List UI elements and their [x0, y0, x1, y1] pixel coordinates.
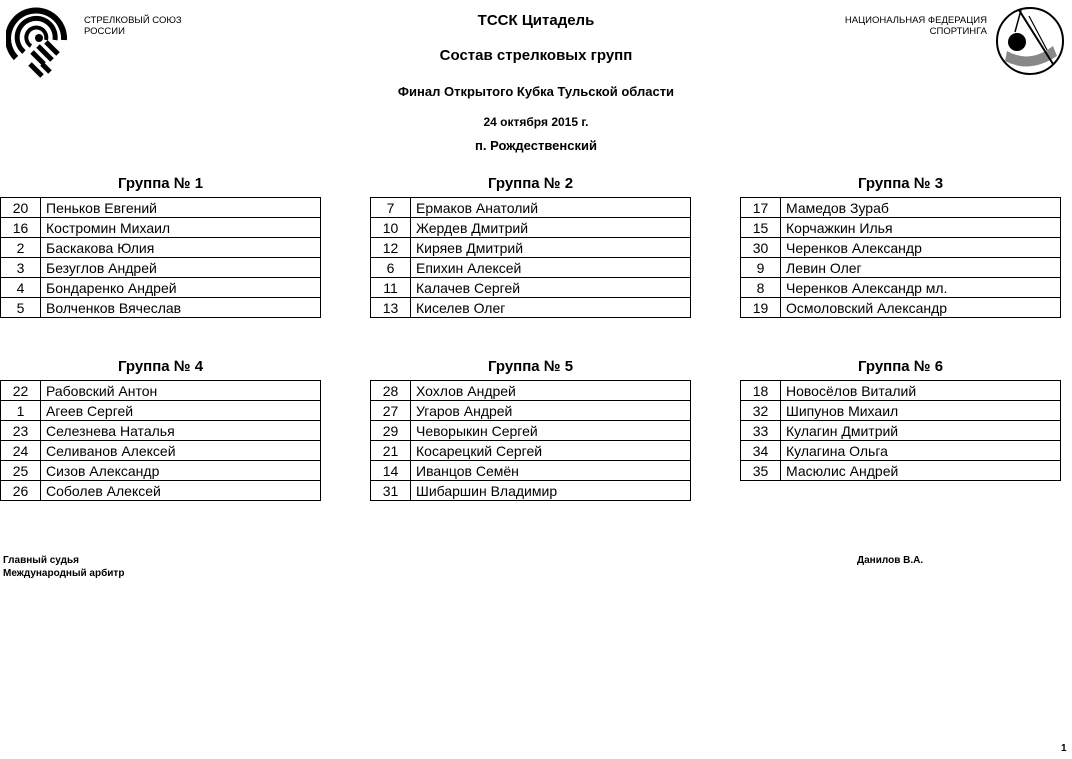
shooter-name: Косарецкий Сергей: [411, 441, 691, 461]
org-left-line-1: СТРЕЛКОВЫЙ СОЮЗ: [84, 15, 182, 26]
table-row: [1, 258, 321, 278]
shooter-number: 31: [371, 481, 411, 501]
shooter-number: 27: [371, 401, 411, 421]
shooter-number: 4: [1, 278, 41, 298]
shooter-name: Волченков Вячеслав: [41, 298, 321, 318]
shooter-number: 6: [371, 258, 411, 278]
shooter-name: Иванцов Семён: [411, 461, 691, 481]
table-row: [741, 218, 1061, 238]
shooter-name: Сизов Александр: [41, 461, 321, 481]
shooter-number: 30: [741, 238, 781, 258]
group-title: Группа № 5: [487, 358, 574, 375]
shooter-name: Черенков Александр: [781, 238, 1061, 258]
shooter-name: Кулагин Дмитрий: [781, 421, 1061, 441]
table-row: [1, 401, 321, 421]
table-row: [1, 198, 321, 218]
shooter-number: 11: [371, 278, 411, 298]
shooter-number: 32: [741, 401, 781, 421]
table-row: [371, 401, 691, 421]
shooter-number: 34: [741, 441, 781, 461]
shooter-number: 26: [1, 481, 41, 501]
judge-name: Данилов В.А.: [857, 555, 924, 566]
shooter-name: Шибаршин Владимир: [411, 481, 691, 501]
judge-info: [3, 554, 124, 580]
table-row: [741, 258, 1061, 278]
shooter-name: Чеворыкин Сергей: [411, 421, 691, 441]
shooter-number: 18: [741, 381, 781, 401]
shooter-name: Шипунов Михаил: [781, 401, 1061, 421]
table-row: [741, 421, 1061, 441]
shooter-number: 22: [1, 381, 41, 401]
shooter-name: Кулагина Ольга: [781, 441, 1061, 461]
table-row: [371, 258, 691, 278]
group-5: [370, 358, 691, 501]
shooter-number: 24: [1, 441, 41, 461]
judge-rank: Международный арбитр: [3, 568, 125, 579]
shooter-name: Ермаков Анатолий: [411, 198, 691, 218]
group-title: Группа № 2: [487, 175, 574, 192]
shooter-number: 10: [371, 218, 411, 238]
shooter-name: Мамедов Зураб: [781, 198, 1061, 218]
shooter-name: Соболев Алексей: [41, 481, 321, 501]
table-row: [371, 461, 691, 481]
judge-title: Главный судья: [3, 555, 79, 566]
group-2: [370, 175, 691, 318]
table-row: [741, 298, 1061, 318]
shooter-name: Новосёлов Виталий: [781, 381, 1061, 401]
group-3: [740, 175, 1061, 318]
table-row: [371, 278, 691, 298]
table-row: [371, 218, 691, 238]
shooter-name: Калачев Сергей: [411, 278, 691, 298]
shooter-number: 12: [371, 238, 411, 258]
group-table: [740, 380, 1061, 481]
shooter-name: Епихин Алексей: [411, 258, 691, 278]
group-table: [0, 197, 321, 318]
shooter-name: Левин Олег: [781, 258, 1061, 278]
table-row: [371, 421, 691, 441]
group-title: Группа № 1: [117, 175, 204, 192]
table-row: [371, 298, 691, 318]
table-row: [1, 278, 321, 298]
shooter-name: Хохлов Андрей: [411, 381, 691, 401]
table-row: [741, 461, 1061, 481]
shooter-name: Черенков Александр мл.: [781, 278, 1061, 298]
table-row: [741, 441, 1061, 461]
table-row: [1, 218, 321, 238]
shooter-number: 25: [1, 461, 41, 481]
shooter-name: Пеньков Евгений: [41, 198, 321, 218]
table-row: [371, 238, 691, 258]
shooter-number: 33: [741, 421, 781, 441]
shooter-name: Селиванов Алексей: [41, 441, 321, 461]
group-table: [370, 380, 691, 501]
table-row: [1, 461, 321, 481]
org-right-line-1: НАЦИОНАЛЬНАЯ ФЕДЕРАЦИЯ: [844, 15, 987, 26]
table-row: [1, 421, 321, 441]
shooter-name: Рабовский Антон: [41, 381, 321, 401]
table-row: [1, 381, 321, 401]
shooter-name: Агеев Сергей: [41, 401, 321, 421]
group-1: [0, 175, 321, 318]
table-row: [741, 278, 1061, 298]
table-row: [741, 401, 1061, 421]
table-row: [1, 238, 321, 258]
shooter-number: 9: [741, 258, 781, 278]
shooter-name: Масюлис Андрей: [781, 461, 1061, 481]
shooter-number: 19: [741, 298, 781, 318]
group-4: [0, 358, 321, 501]
shooter-name: Безуглов Андрей: [41, 258, 321, 278]
table-row: [1, 481, 321, 501]
shooter-name: Селезнева Наталья: [41, 421, 321, 441]
shooter-number: 29: [371, 421, 411, 441]
club-name: ТССК Цитадель: [477, 12, 595, 29]
event-place: п. Рождественский: [475, 138, 597, 153]
shooter-name: Костромин Михаил: [41, 218, 321, 238]
shooter-name: Киряев Дмитрий: [411, 238, 691, 258]
shooter-name: Корчажкин Илья: [781, 218, 1061, 238]
shooter-name: Киселев Олег: [411, 298, 691, 318]
shooter-name: Осмоловский Александр: [781, 298, 1061, 318]
group-title: Группа № 6: [857, 358, 944, 375]
shooter-number: 8: [741, 278, 781, 298]
group-table: [0, 380, 321, 501]
table-row: [741, 381, 1061, 401]
event-date: 24 октября 2015 г.: [483, 115, 589, 129]
shooter-number: 17: [741, 198, 781, 218]
shooter-number: 5: [1, 298, 41, 318]
table-row: [371, 381, 691, 401]
shooter-number: 16: [1, 218, 41, 238]
group-table: [370, 197, 691, 318]
shooter-number: 21: [371, 441, 411, 461]
shooter-name: Угаров Андрей: [411, 401, 691, 421]
event-name: Финал Открытого Кубка Тульской области: [397, 84, 675, 99]
table-row: [1, 298, 321, 318]
group-table: [740, 197, 1061, 318]
table-row: [371, 481, 691, 501]
org-left-line-2: РОССИИ: [84, 26, 125, 37]
shooter-number: 1: [1, 401, 41, 421]
table-row: [741, 198, 1061, 218]
shooter-number: 3: [1, 258, 41, 278]
group-title: Группа № 4: [117, 358, 204, 375]
group-title: Группа № 3: [857, 175, 944, 192]
table-row: [741, 238, 1061, 258]
table-row: [371, 441, 691, 461]
shooter-number: 20: [1, 198, 41, 218]
shooter-number: 2: [1, 238, 41, 258]
page-number: 1: [1061, 743, 1067, 754]
shooter-name: Жердев Дмитрий: [411, 218, 691, 238]
table-row: [1, 441, 321, 461]
shooter-number: 23: [1, 421, 41, 441]
shooter-number: 13: [371, 298, 411, 318]
group-6: [740, 358, 1061, 481]
shooter-number: 28: [371, 381, 411, 401]
shooter-number: 7: [371, 198, 411, 218]
page-title: Состав стрелковых групп: [439, 47, 633, 64]
table-row: [371, 198, 691, 218]
shooter-number: 14: [371, 461, 411, 481]
org-right-line-2: СПОРТИНГА: [929, 26, 987, 37]
shooter-name: Бондаренко Андрей: [41, 278, 321, 298]
shooter-name: Баскакова Юлия: [41, 238, 321, 258]
shooter-number: 35: [741, 461, 781, 481]
shooter-number: 15: [741, 218, 781, 238]
